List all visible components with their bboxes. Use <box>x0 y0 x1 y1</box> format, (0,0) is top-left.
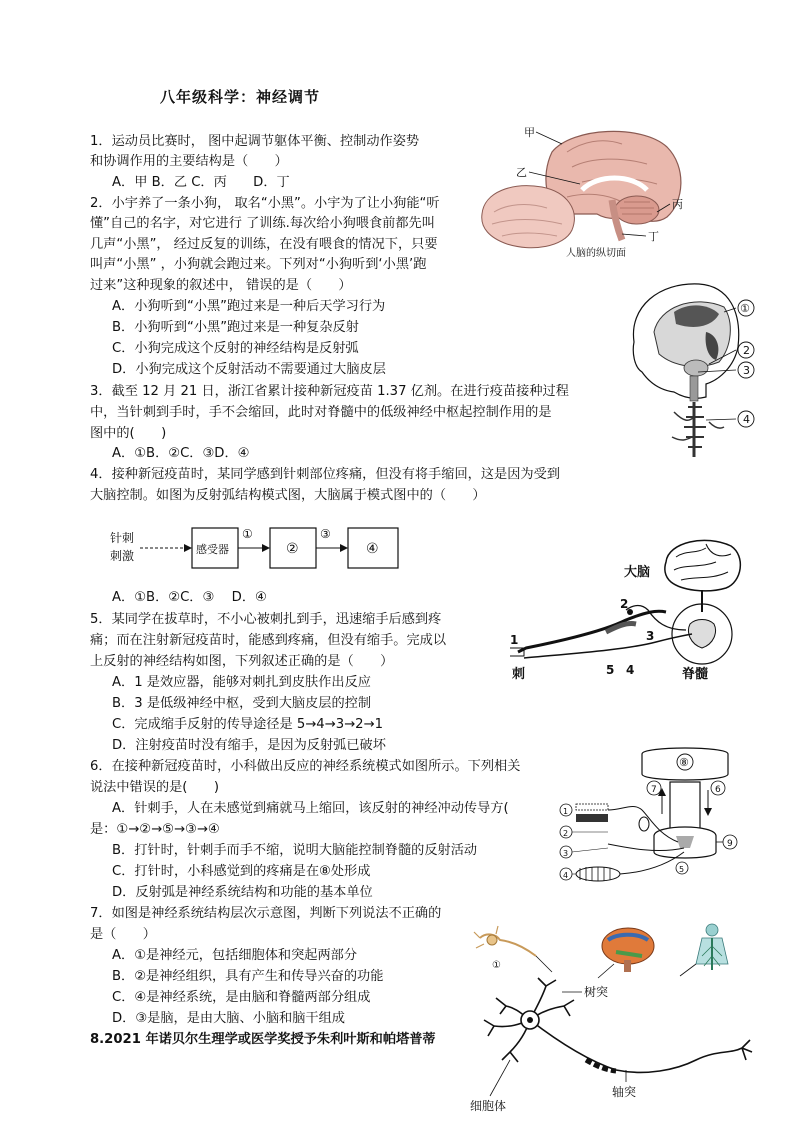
label-ding: 丁 <box>648 230 659 243</box>
q1-options: A．甲 B．乙 C．丙 D．丁 <box>112 175 290 190</box>
q7-option-b: B．②是神经组织，具有产生和传导兴奋的功能 <box>112 969 384 984</box>
dendrite-label: 树突 <box>584 985 609 999</box>
q2-stem-line1: 2．小宇养了一条小狗， 取名“小黑”。小宇为了让小狗能“听 <box>90 196 440 211</box>
receptor-box: 感受器 <box>196 543 229 556</box>
spine-label: 脊髓 <box>682 667 709 682</box>
q6-stem-line1: 6．在接种新冠疫苗时，小科做出反应的神经系统模式如图所示。下列相关 <box>90 759 521 774</box>
q7-stem-line1: 7．如图是神经系统结构层次示意图，判断下列说法不正确的 <box>90 906 442 921</box>
q5-stem-line1: 5．某同学在拔草时，不小心被刺扎到手，迅速缩手后感到疼 <box>90 612 442 627</box>
svg-text:2: 2 <box>743 344 750 357</box>
q4-stem-line2: 大脑控制。如图为反射弧结构模式图，大脑属于模式图中的（ ） <box>90 488 486 503</box>
arrow-label-3: ③ <box>320 527 331 541</box>
q7-option-d: D．③是脑，是由大脑、小脑和脑干组成 <box>112 1011 345 1026</box>
q4-options: A．①B．②C．③ D．④ <box>112 590 267 605</box>
box-label-4: ④ <box>366 541 379 557</box>
reflex-arc-model <box>110 522 410 577</box>
label-bing: 丙 <box>672 198 683 211</box>
q5-stem-line2: 痛；而在注射新冠疫苗时，能感到疼痛，但没有缩手。完成以 <box>90 633 447 648</box>
q2-option-a: A．小狗听到“小黑”跑过来是一种后天学习行为 <box>112 299 386 314</box>
arrow-label-1: ① <box>242 527 253 541</box>
label-5: 5 <box>606 663 615 677</box>
stimulus-label-1: 针刺 <box>110 531 135 545</box>
q5-option-c: C．完成缩手反射的传导途径是 5→4→3→2→1 <box>112 717 383 732</box>
q6-option-c: C．打针时，小科感觉到的疼痛是在⑧处形成 <box>112 864 371 879</box>
svg-text:9: 9 <box>727 839 733 849</box>
label-jia: 甲 <box>524 126 535 139</box>
q2-stem-line4: 叫声“小黑” ，小狗就会跑过来。下列对“小狗听到‘小黑’跑 <box>90 257 427 272</box>
q2-stem-line3: 几声“小黑”， 经过反复的训练，在没有喂食的情况下，只要 <box>90 237 438 252</box>
label-yi: 乙 <box>516 166 527 179</box>
brain-label: 大脑 <box>624 565 651 580</box>
svg-text:4: 4 <box>563 871 569 880</box>
q3-stem-line2: 中，当针刺到手时，手不会缩回，此时对脊髓中的低级神经中枢起控制作用的是 <box>90 405 552 420</box>
svg-text:2: 2 <box>563 829 569 838</box>
svg-text:5: 5 <box>679 865 685 874</box>
head-nervous-figure <box>614 272 764 462</box>
q3-stem-line3: 图中的( ) <box>90 426 167 441</box>
q1-stem-line2: 和协调作用的主要结构是（ ） <box>90 154 288 169</box>
q5-stem-line3: 上反射的神经结构如图，下列叙述正确的是（ ） <box>90 654 394 669</box>
svg-text:7: 7 <box>651 785 657 795</box>
q2-option-c: C．小狗完成这个反射的神经结构是反射弧 <box>112 341 359 356</box>
q6-option-d: D．反射弧是神经系统结构和功能的基本单位 <box>112 885 373 900</box>
q5-option-d: D．注射疫苗时没有缩手，是因为反射弧已破坏 <box>112 738 386 753</box>
thorn-label: 刺 <box>512 667 526 682</box>
svg-text:3: 3 <box>563 849 569 858</box>
q4-stem-line1: 4．接种新冠疫苗时，某同学感到针刺部位疼痛，但没有将手缩回，这是因为受到 <box>90 467 560 482</box>
q6-option-a-line1: A．针刺手，人在未感觉到痛就马上缩回，该反射的神经冲动传导方( <box>112 801 509 816</box>
q5-option-a: A．1 是效应器，能够对刺扎到皮肤作出反应 <box>112 675 371 690</box>
q5-option-b: B．3 是低级神经中枢，受到大脑皮层的控制 <box>112 696 372 711</box>
axon-label: 轴突 <box>612 1085 637 1099</box>
nervous-system-model <box>558 744 748 886</box>
q7-option-a: A．①是神经元，包括细胞体和突起两部分 <box>112 948 358 963</box>
q1-stem-line1: 1．运动员比赛时， 图中起调节躯体平衡、控制动作姿势 <box>90 134 420 149</box>
svg-text:3: 3 <box>743 364 750 377</box>
q2-stem-line5: 过来”这种现象的叙述中， 错误的是（ ） <box>90 278 352 293</box>
label-2: 2 <box>620 597 629 611</box>
brain-section-figure <box>472 122 692 262</box>
q3-options: A．①B．②C．③D．④ <box>112 446 250 461</box>
stimulus-label-2: 刺激 <box>110 549 135 563</box>
figure-caption: 人脑的纵切面 <box>566 248 626 259</box>
svg-text:①: ① <box>740 302 750 315</box>
small-neuron-label: ① <box>492 960 501 971</box>
q6-option-a-line2: 是：①→②→⑤→③→④ <box>90 822 220 837</box>
q2-stem-line2: 懂”自己的名字，对它进行 了训练.每次给小狗喂食前都先叫 <box>90 216 435 231</box>
label-3: 3 <box>646 629 655 643</box>
q8-stem-line1: 8.2021 年诺贝尔生理学或医学奖授予朱利叶斯和帕塔普蒂 <box>90 1032 436 1047</box>
q7-option-c: C．④是神经系统，是由脑和脊髓两部分组成 <box>112 990 371 1005</box>
q3-stem-line1: 3．截至 12 月 21 日，浙江省累计接种新冠疫苗 1.37 亿剂。在进行疫苗接种过程 <box>90 384 569 399</box>
svg-text:1: 1 <box>563 807 569 816</box>
label-1: 1 <box>510 633 519 647</box>
spinal-reflex-figure <box>506 532 742 684</box>
svg-text:6: 6 <box>715 785 721 795</box>
q2-option-d: D．小狗完成这个反射活动不需要通过大脑皮层 <box>112 362 386 377</box>
label-4: 4 <box>626 663 635 677</box>
svg-text:⑧: ⑧ <box>679 756 689 769</box>
page-title: 八年级科学：神经调节 <box>160 88 321 106</box>
neuron-hierarchy-figure <box>466 920 756 1116</box>
svg-text:4: 4 <box>743 413 750 426</box>
q6-stem-line2: 说法中错误的是( ) <box>90 780 219 795</box>
soma-label: 细胞体 <box>470 1099 507 1113</box>
q7-stem-line2: 是（ ） <box>90 927 156 942</box>
q6-option-b: B．打针时，针刺手而手不缩，说明大脑能控制脊髓的反射活动 <box>112 843 478 858</box>
q2-option-b: B．小狗听到“小黑”跑过来是一种复杂反射 <box>112 320 359 335</box>
box-label-2: ② <box>286 541 299 557</box>
